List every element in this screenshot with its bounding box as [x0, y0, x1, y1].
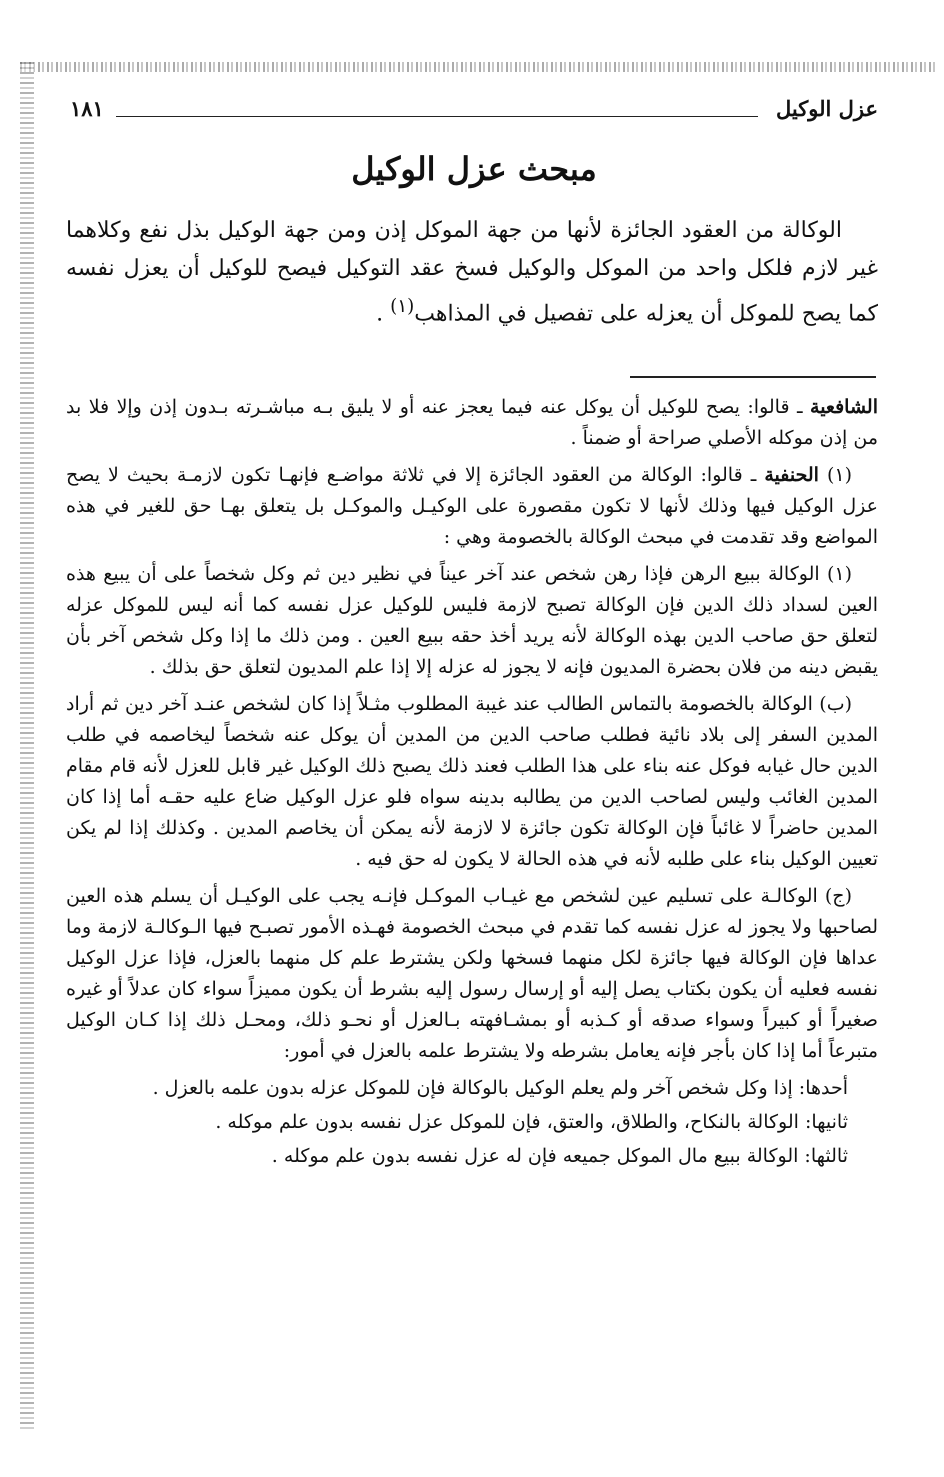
school-label-shafii: الشافعية: [810, 396, 878, 418]
school-label-hanafi: الحنفية: [764, 464, 819, 486]
footnote-item-3: ثالثها: الوكالة ببيع مال الموكل جميعه فإن له عزل نفسه بدون علم موكله .: [271, 1145, 848, 1167]
footnote-hanafi-text: ـ قالوا: الوكالة من العقود الجائزة إلا في ثلاثة مواضـع فإنهـا تكون لازمـة بحيث لا يصح عزل الوكيل فيها وذلك لأنها لا تكون مقصورة على الوكيـل والموكـل بل يتعلق بهـا حق للغير في هذه المواضع وقد تقدمت في مبحث الوكالة بالخصومة وهي :: [66, 464, 878, 548]
body-paragraph-text: الوكالة من العقود الجائزة لأنها من جهة الموكل إذن ومن جهة الوكيل بذل نفع وكلاهما غير لازم فلكل واحد من الموكل والوكيل فسخ عقد التوكيل فيصح للوكيل أن يعزل نفسه كما يصح للموكل أن يعزله على تفصيل في المذاهب: [66, 218, 878, 327]
main-body: [66, 212, 878, 333]
body-paragraph: [66, 212, 878, 333]
footnote-item-2: ثانيها: الوكالة بالنكاح، والطلاق، والعتق، فإن للموكل عزل نفسه بدون علم موكله .: [215, 1111, 848, 1133]
footnote-shafii: [66, 392, 878, 454]
decorative-left-border: [20, 62, 34, 1432]
body-paragraph-end: .: [376, 301, 391, 327]
footnotes: [66, 392, 878, 1175]
header-rule: [116, 116, 758, 117]
page-number: ١٨١: [70, 96, 104, 121]
footnote-reference: (١): [390, 296, 415, 317]
footnote-hanafi-prefix: (١): [818, 464, 853, 486]
decorative-top-border: [20, 62, 936, 72]
footnote-hanafi: [66, 460, 878, 553]
footnote-item-1: أحدها: إذا وكل شخص آخر ولم يعلم الوكيل بالوكالة فإن للموكل عزله بدون علمه بالعزل .: [152, 1077, 848, 1099]
running-title: عزل الوكيل: [775, 96, 878, 121]
section-heading: مبحث عزل الوكيل: [351, 150, 597, 188]
footnote-separator: [630, 376, 876, 378]
footnote-case-a: (١) الوكالة ببيع الرهن فإذا رهن شخص عند آخر عيناً في نظير دين ثم وكل شخصاً على أن يبيع هذه العين لسداد ذلك الدين فإن الوكالة تصبح لازمة فليس للوكيل عزل نفسه كما أنه ليس للموكل عزله لتعلق حق صاحب الدين بهذه الوكالة لأنه يريد أخذ حقه ببيع العين . ومن ذلك ما إذا وكل شخص آخر بأن يقبض دينه من فلان بحضرة المديون فإنه لا يجوز له عزله إلا إذا علم المديون لتعلق حق بذلك .: [66, 563, 878, 678]
footnote-case-b: (ب) الوكالة بالخصومة بالتماس الطالب عند غيبة المطلوب مثـلاً إذا كان لشخص عنـد آخر دين ثم أراد المدين السفر إلى بلاد نائية فطلب صاحب الدين من المدين أن يوكل عنه شخصاً ليخاصمه في طلب الدين حال غيابه فوكل عنه بناء على هذا الطلب فعند ذلك يصبح ذلك الوكيل غير قابل للعزل لأنه قام مقام المدين الغائب وليس لصاحب الدين من يطالبه بدينه سواه فلو عزل الوكيل ضاع عليه حقـه أما إذا كان المدين حاضراً لا غائباً فإن الوكالة تكون جائزة لا لازمة لأنه يمكن أن يخاصم المدين . وكذلك إذا لم يكن تعيين الوكيل بناء على طلبه لأنه في هذه الحالة لا يكون له حق فيه .: [66, 693, 878, 870]
footnote-case-c: (ج) الوكالـة على تسليم عين لشخص مع غيـاب الموكـل فإنـه يجب على الوكيـل أن يسلم هذه العين لصاحبها ولا يجوز له عزل نفسه كما تقدم في مبحث الخصومة فهـذه الأمور تصبـح فيها الـوكالـة لازمة وما عداها فإن الوكالة فيها جائزة لكل منهما فسخها ولكن يشترط علم كل منهما بالعزل، فإذا عزل الوكيل نفسه فعليه أن يكون بكتاب يصل إليه أو إرسال رسول إليه بشرط أن يكون مميزاً سواء كان عدلاً أو غيره صغيراً أو كبيراً وسواء صدقه أو كـذبه أو بمشـافهته بـالعزل أو نحـو ذلك، ومحـل ذلك إذا كـان الوكيل متبرعاً أما إذا كان بأجر فإنه يعامل بشرطه ولا يشترط علمه بالعزل في أمور:: [66, 885, 878, 1062]
page-header: [70, 96, 878, 132]
footnote-shafii-text: ـ قالوا: يصح للوكيل أن يوكل عنه فيما يعجز عنه أو لا يليق بـه مباشـرته بـدون إذن وإلا فلا بد من إذن موكله الأصلي صراحة أو ضمناً .: [66, 396, 878, 449]
